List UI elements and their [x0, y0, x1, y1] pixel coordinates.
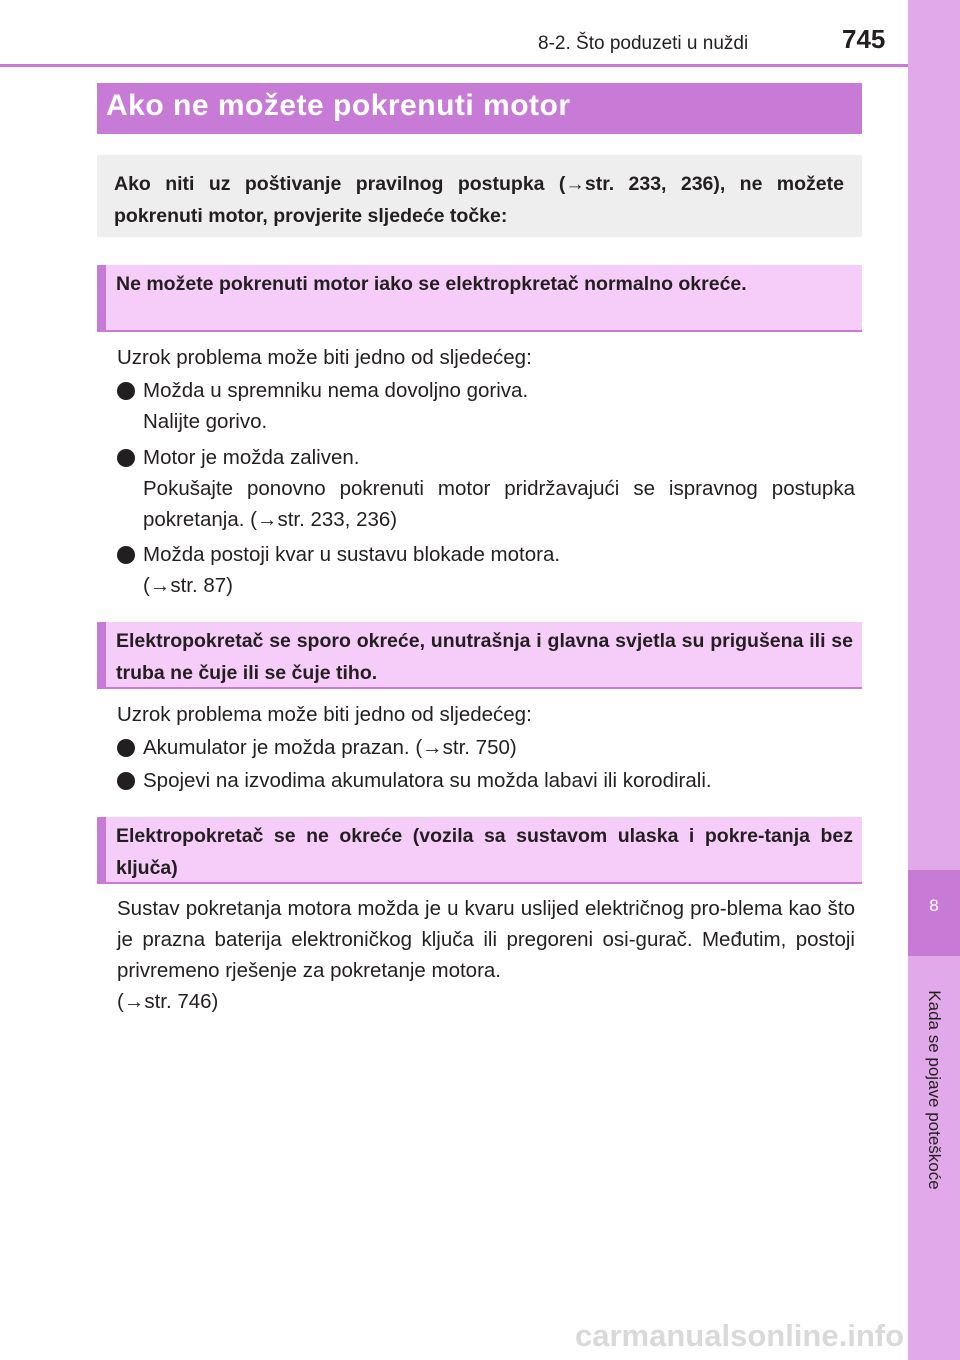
section-1-lead: Uzrok problema može biti jedno od sljedećeg:	[117, 346, 532, 369]
header-rule	[0, 64, 908, 67]
bullet-icon	[117, 449, 135, 467]
subheading-2	[97, 622, 862, 689]
subheading-3	[97, 817, 862, 884]
subheading-3-text: Elektropokretač se ne okreće (vozila sa sustavom ulaska i pokre-tanja bez ključa)	[116, 825, 853, 879]
section-1-item-3-detail: (→str. 87)	[143, 574, 233, 597]
section-1-item-2-detail: Pokušajte ponovno pokrenuti motor pridržavajući se ispravnog postupka pokretanja. (→str. 233, 236)	[143, 477, 855, 531]
watermark: carmanualsonline.info	[575, 1318, 905, 1353]
intro-box	[97, 155, 862, 237]
section-2-item-2: Spojevi na izvodima akumulatora su možda labavi ili korodirali.	[143, 769, 712, 792]
section-3-body: Sustav pokretanja motora možda je u kvaru uslijed električnog pro-blema kao što je prazna baterija elektroničkog ključa ili pregoreni osi-gurač. Međutim, postoji privremeno rješenje za pokretanje motora.	[117, 897, 855, 982]
section-2-lead: Uzrok problema može biti jedno od sljedećeg:	[117, 703, 532, 726]
chapter-title: Kada se pojave poteškoće	[925, 990, 944, 1190]
subheading-1-text: Ne možete pokrenuti motor iako se elektropkretač normalno okreće.	[116, 273, 747, 295]
subheading-1	[97, 265, 862, 332]
section-1-item-1: Možda u spremniku nema dovoljno goriva.	[143, 379, 529, 402]
section-1-item-3: Možda postoji kvar u sustavu blokade motora.	[143, 543, 561, 566]
page-number: 745	[842, 24, 886, 54]
chapter-number: 8	[908, 870, 960, 956]
running-header: 8-2. Što poduzeti u nuždi	[538, 33, 749, 54]
bullet-icon	[117, 546, 135, 564]
section-1-item-2: Motor je možda zaliven.	[143, 446, 360, 469]
section-3-reference: (→str. 746)	[117, 990, 219, 1013]
bullet-icon	[117, 739, 135, 757]
section-1-item-1-detail: Nalijte gorivo.	[143, 410, 268, 433]
bullet-icon	[117, 772, 135, 790]
bullet-icon	[117, 382, 135, 400]
intro-text: Ako niti uz poštivanje pravilnog postupka (→str. 233, 236), ne možete pokrenuti motor, provjerite sljedeće točke:	[114, 173, 844, 227]
page-title: Ako ne možete pokrenuti motor	[106, 89, 571, 122]
section-2-item-1: Akumulator je možda prazan. (→str. 750)	[143, 736, 517, 759]
subheading-2-text: Elektropokretač se sporo okreće, unutrašnja i glavna svjetla su prigušena ili se truba ne čuje ili se čuje tiho.	[116, 630, 853, 684]
page-title-bar	[97, 83, 862, 134]
